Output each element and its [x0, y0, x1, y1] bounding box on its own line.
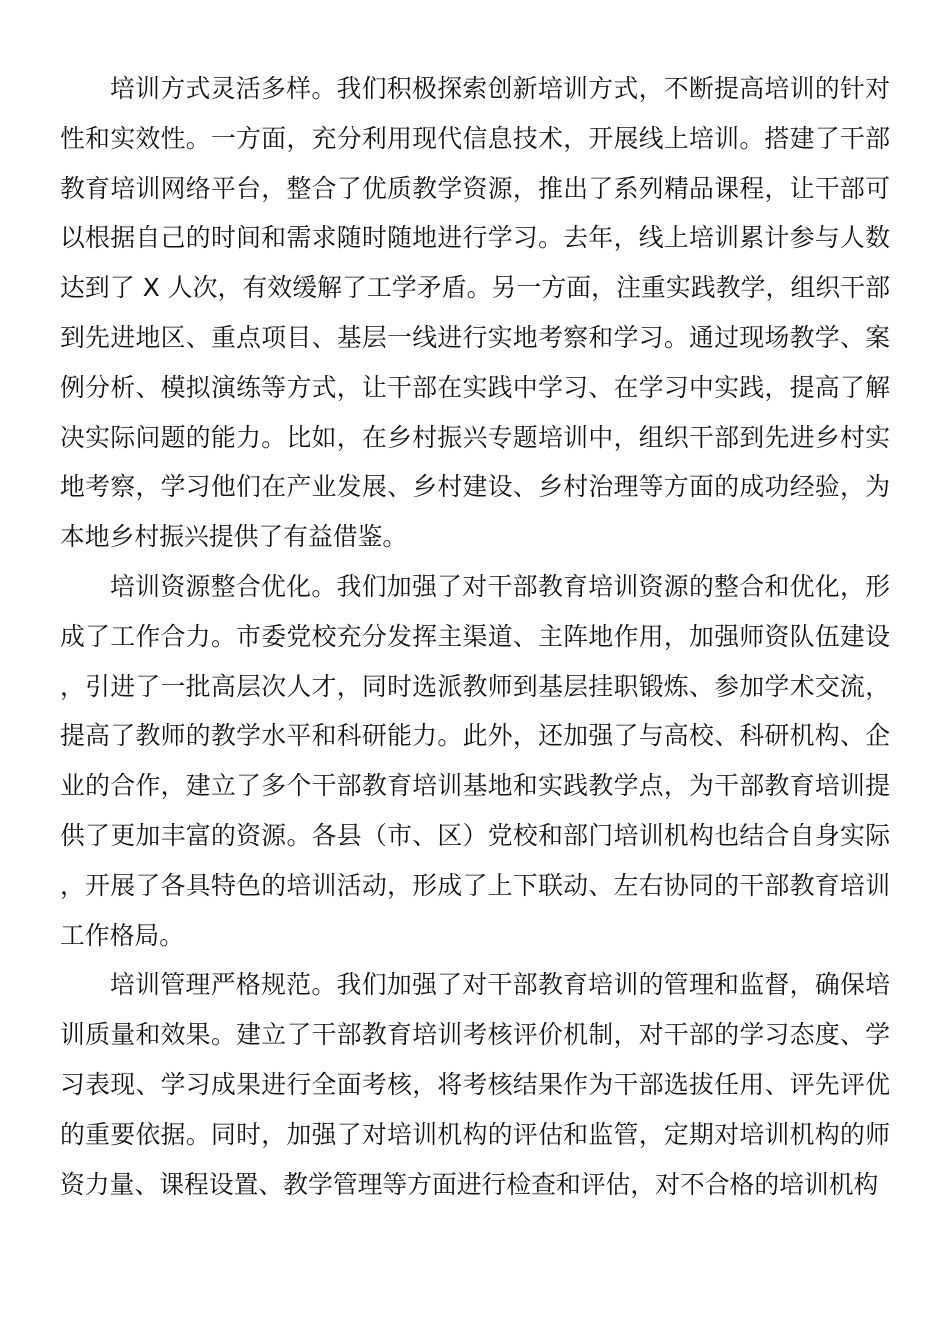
document-page — [60, 64, 890, 1209]
paragraph-training-management: 培训管理严格规范。我们加强了对干部教育培训的管理和监督，确保培训质量和效果。建立了干部教育培训考核评价机制，对干部的学习态度、学习表现、学习成果进行全面考核，将考核结果作为干部选拔任用、评先评优的重要依据。同时，加强了对培训机构的评估和监管，定期对培训机构的师资力量、课程设置、教学管理等方面进行检查和评估，对不合格的培训机构 — [60, 970, 890, 1199]
paragraph-training-methods: 培训方式灵活多样。我们积极探索创新培训方式，不断提高培训的针对性和实效性。一方面，充分利用现代信息技术，开展线上培训。搭建了干部教育培训网络平台，整合了优质教学资源，推出了系列精品课程，让干部可以根据自己的时间和需求随时随地进行学习。去年，线上培训累计参与人数达到了 X 人次，有效缓解了工学矛盾。另一方面，注重实践教学，组织干部到先进地区、重点项目、基层一线进行实地考察和学习。通过现场教学、案例分析、模拟演练等方式，让干部在实践中学习、在学习中实践，提高了解决实际问题的能力。比如，在乡村振兴专题培训中，组织干部到先进乡村实地考察，学习他们在产业发展、乡村建设、乡村治理等方面的成功经验，为本地乡村振兴提供了有益借鉴。 — [60, 74, 890, 552]
paragraph-training-resources: 培训资源整合优化。我们加强了对干部教育培训资源的整合和优化，形成了工作合力。市委党校充分发挥主渠道、主阵地作用，加强师资队伍建设，引进了一批高层次人才，同时选派教师到基层挂职锻炼、参加学术交流，提高了教师的教学水平和科研能力。此外，还加强了与高校、科研机构、企业的合作，建立了多个干部教育培训基地和实践教学点，为干部教育培训提供了更加丰富的资源。各县（市、区）党校和部门培训机构也结合自身实际，开展了各具特色的培训活动，形成了上下联动、左右协同的干部教育培训工作格局。 — [60, 571, 890, 950]
